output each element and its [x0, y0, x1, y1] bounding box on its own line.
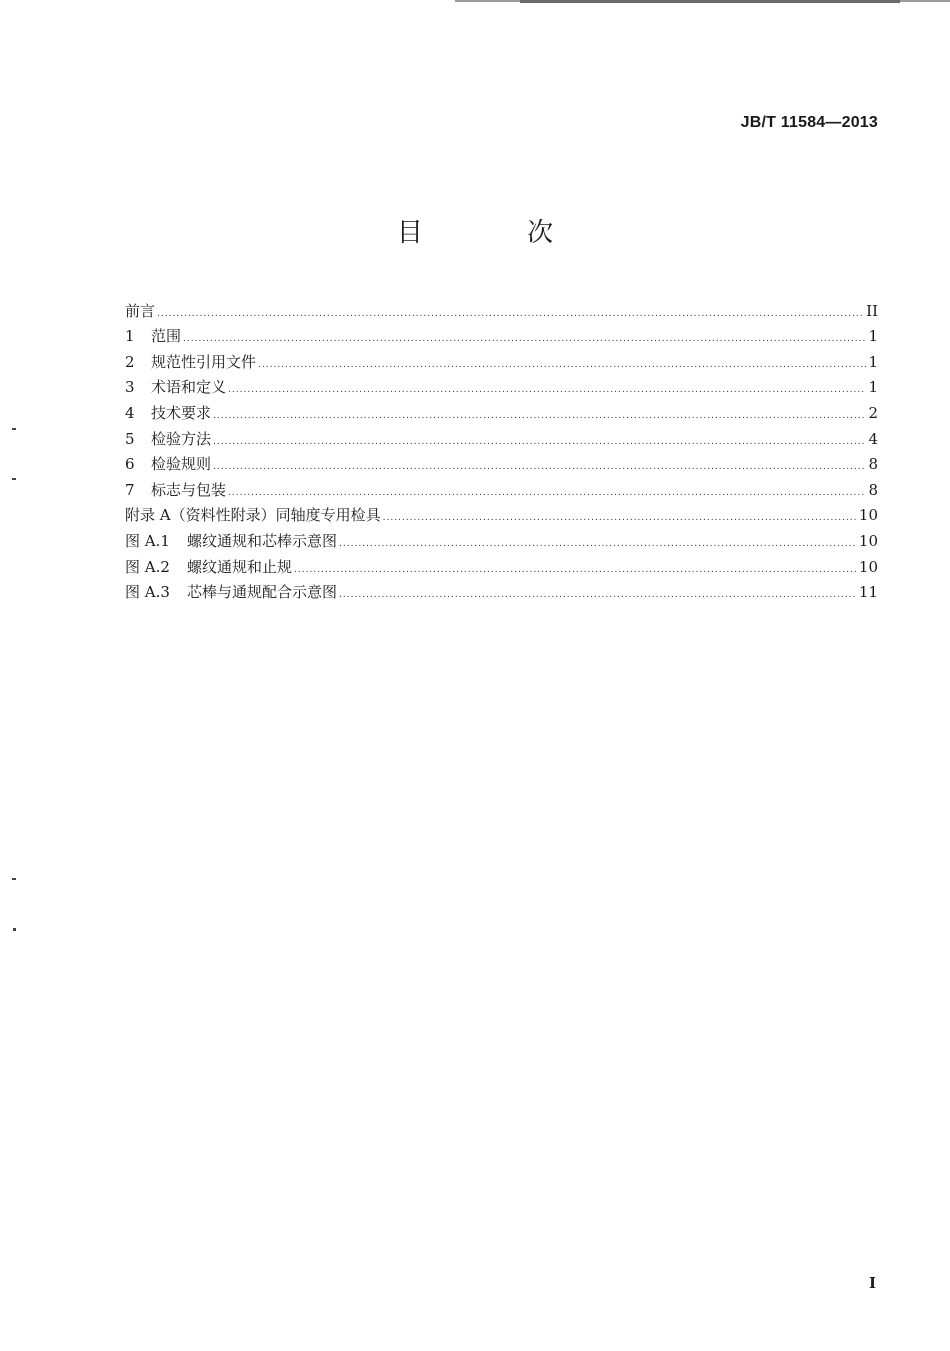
- dot-leader: [213, 410, 866, 422]
- toc-entry-normative-references[interactable]: [125, 345, 878, 371]
- toc-entry-page: 11: [858, 583, 878, 602]
- toc-entry-page: 4: [868, 429, 878, 448]
- toc-entry-label: 螺纹通规和止规: [187, 557, 293, 576]
- page-number: I: [868, 1274, 876, 1292]
- toc-entry-number: 6: [125, 455, 135, 474]
- toc-entry-label: 附录 A（资料性附录）同轴度专用检具: [125, 506, 381, 525]
- toc-entry-requirements[interactable]: [125, 396, 878, 422]
- scan-margin-mark: [12, 478, 16, 480]
- toc-entry-foreword[interactable]: [125, 294, 878, 320]
- toc-entry-number: 5: [125, 429, 135, 448]
- toc-entry-page: 10: [858, 506, 878, 525]
- toc-entry-number: 图 A.1: [125, 531, 170, 550]
- dot-leader: [213, 461, 866, 473]
- toc-entry-label: 术语和定义: [151, 378, 227, 397]
- toc-entry-label: 前言: [125, 301, 156, 320]
- toc-entry-number: 4: [125, 403, 135, 422]
- scan-margin-mark: [13, 928, 16, 931]
- toc-entry-label: 芯棒与通规配合示意图: [187, 583, 338, 602]
- toc-entry-number: 7: [125, 480, 135, 499]
- scan-margin-mark: [12, 428, 16, 430]
- toc-entry-page: 2: [868, 403, 878, 422]
- toc-entry-number: 3: [125, 378, 135, 397]
- dot-leader: [339, 589, 857, 601]
- toc-entry-page: 8: [868, 480, 878, 499]
- toc-entry-number: 图 A.3: [125, 583, 170, 602]
- toc-entry-terms[interactable]: [125, 371, 878, 397]
- toc-entry-label: 范围: [151, 327, 182, 346]
- toc-entry-scope[interactable]: [125, 320, 878, 346]
- dot-leader: [258, 359, 866, 371]
- dot-leader: [228, 384, 866, 396]
- toc-entry-label: 标志与包装: [151, 480, 227, 499]
- toc-entry-page: 1: [868, 352, 878, 371]
- toc-entry-page: 1: [868, 378, 878, 397]
- table-of-contents: [125, 294, 878, 601]
- dot-leader: [228, 487, 866, 499]
- dot-leader: [294, 564, 857, 576]
- toc-entry-label: 规范性引用文件: [151, 352, 257, 371]
- toc-entry-inspection-rules[interactable]: [125, 448, 878, 474]
- toc-entry-annex-a[interactable]: [125, 499, 878, 525]
- toc-entry-page: 10: [858, 531, 878, 550]
- standard-number: JB/T 11584—2013: [740, 114, 878, 131]
- toc-entry-figure-a2[interactable]: [125, 550, 878, 576]
- toc-entry-page: 10: [858, 557, 878, 576]
- toc-entry-number: 2: [125, 352, 135, 371]
- toc-entry-label: 检验规则: [151, 455, 212, 474]
- toc-entry-number: 图 A.2: [125, 557, 170, 576]
- dot-leader: [213, 436, 866, 448]
- toc-entry-marking-packaging[interactable]: [125, 473, 878, 499]
- toc-entry-label: 螺纹通规和芯棒示意图: [187, 531, 338, 550]
- dot-leader: [183, 333, 866, 345]
- toc-entry-label: 检验方法: [151, 429, 212, 448]
- toc-entry-label: 技术要求: [151, 403, 212, 422]
- toc-entry-page: 8: [868, 455, 878, 474]
- scan-margin-mark: [12, 878, 16, 880]
- toc-entry-test-methods[interactable]: [125, 422, 878, 448]
- toc-entry-page: 1: [868, 327, 878, 346]
- page-title: 目 次: [396, 218, 602, 248]
- toc-entry-page: II: [866, 301, 878, 320]
- dot-leader: [157, 308, 864, 320]
- dot-leader: [383, 512, 857, 524]
- dot-leader: [339, 538, 857, 550]
- toc-entry-number: 1: [125, 327, 135, 346]
- scan-edge-line-dark: [520, 0, 900, 3]
- toc-entry-figure-a1[interactable]: [125, 524, 878, 550]
- toc-entry-figure-a3[interactable]: [125, 576, 878, 602]
